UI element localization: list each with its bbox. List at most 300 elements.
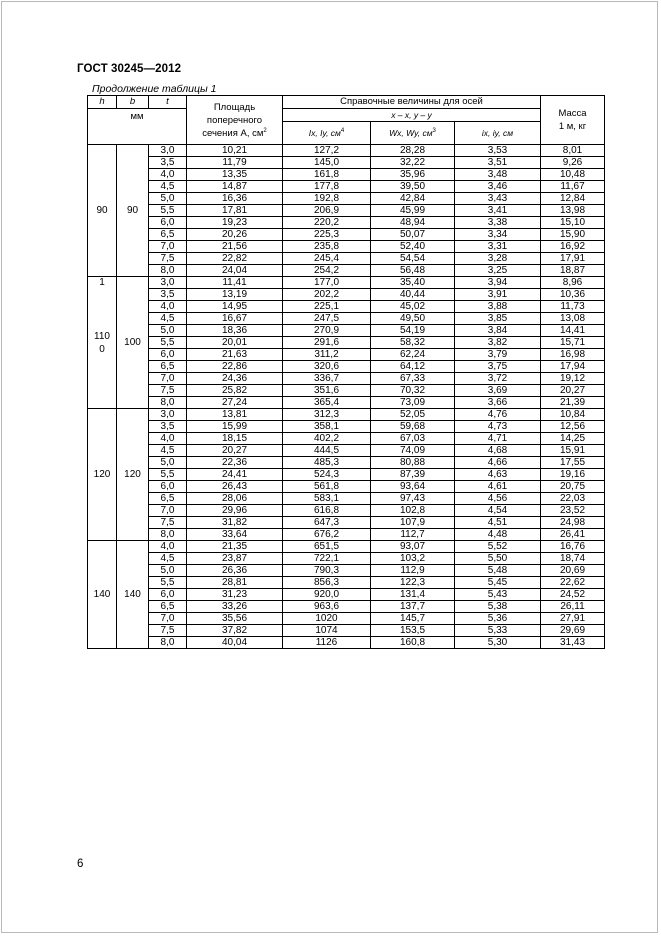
table-row <box>88 349 605 361</box>
modulus-cell: 74,09 <box>371 445 455 457</box>
modulus-cell: 97,43 <box>371 493 455 505</box>
area-cell: 13,81 <box>187 409 283 421</box>
group-h-cell <box>88 145 117 277</box>
table-row <box>88 217 605 229</box>
inertia-cell: 651,5 <box>283 541 371 553</box>
inertia-cell: 583,1 <box>283 493 371 505</box>
modulus-cell: 58,32 <box>371 337 455 349</box>
modulus-cell: 67,33 <box>371 373 455 385</box>
table-row <box>88 325 605 337</box>
table-row <box>88 289 605 301</box>
radius-cell: 5,48 <box>455 565 541 577</box>
group-h-value: 140 <box>93 588 111 600</box>
radius-cell: 3,25 <box>455 265 541 277</box>
area-cell: 28,81 <box>187 577 283 589</box>
moment-unit-exponent: 4 <box>340 127 345 134</box>
table-row <box>88 265 605 277</box>
area-cell: 10,21 <box>187 145 283 157</box>
table-row <box>88 493 605 505</box>
area-cell: 24,04 <box>187 265 283 277</box>
radius-cell: 3,84 <box>455 325 541 337</box>
mass-cell: 15,90 <box>541 229 605 241</box>
area-header <box>187 96 283 145</box>
area-cell: 20,01 <box>187 337 283 349</box>
table-row <box>88 541 605 553</box>
t-cell: 6,5 <box>149 601 187 613</box>
inertia-cell: 254,2 <box>283 265 371 277</box>
radius-cell: 3,94 <box>455 277 541 289</box>
profile-table <box>87 95 605 649</box>
radius-cell: 4,76 <box>455 409 541 421</box>
area-cell: 21,63 <box>187 349 283 361</box>
t-cell: 4,5 <box>149 313 187 325</box>
modulus-cell: 50,07 <box>371 229 455 241</box>
t-cell: 4,0 <box>149 541 187 553</box>
group-h-top: 1 <box>99 277 105 288</box>
radius-cell: 3,79 <box>455 349 541 361</box>
t-cell: 5,5 <box>149 337 187 349</box>
table-row <box>88 625 605 637</box>
mass-cell: 10,84 <box>541 409 605 421</box>
mass-cell: 10,36 <box>541 289 605 301</box>
area-cell: 25,82 <box>187 385 283 397</box>
radius-cell: 3,53 <box>455 145 541 157</box>
t-cell: 3,5 <box>149 421 187 433</box>
mass-cell: 22,62 <box>541 577 605 589</box>
mass-header <box>541 96 605 145</box>
area-header-line2: поперечного <box>206 114 263 126</box>
radius-cell: 3,91 <box>455 289 541 301</box>
radius-cell: 4,63 <box>455 469 541 481</box>
inertia-cell: 963,6 <box>283 601 371 613</box>
radius-cell: 3,85 <box>455 313 541 325</box>
area-cell: 11,41 <box>187 277 283 289</box>
modulus-cell: 62,24 <box>371 349 455 361</box>
inertia-cell: 127,2 <box>283 145 371 157</box>
group-b-cell: 120 <box>117 409 149 541</box>
area-cell: 16,67 <box>187 313 283 325</box>
radius-cell: 4,56 <box>455 493 541 505</box>
table-row <box>88 277 605 289</box>
t-cell: 5,5 <box>149 469 187 481</box>
table-row <box>88 457 605 469</box>
inertia-cell: 1020 <box>283 613 371 625</box>
area-cell: 14,95 <box>187 301 283 313</box>
area-cell: 22,36 <box>187 457 283 469</box>
modulus-cell: 42,84 <box>371 193 455 205</box>
header-row-2 <box>88 109 605 122</box>
mass-cell: 17,91 <box>541 253 605 265</box>
modulus-cell: 107,9 <box>371 517 455 529</box>
mass-cell: 16,98 <box>541 349 605 361</box>
t-cell: 5,0 <box>149 193 187 205</box>
modulus-cell: 40,44 <box>371 289 455 301</box>
modulus-cell: 67,03 <box>371 433 455 445</box>
inertia-cell: 561,8 <box>283 481 371 493</box>
axes-header: x – x, y – y <box>283 109 541 122</box>
t-cell: 7,5 <box>149 385 187 397</box>
area-cell: 17,81 <box>187 205 283 217</box>
inertia-cell: 920,0 <box>283 589 371 601</box>
col-h-header: h <box>88 96 117 109</box>
modulus-cell: 131,4 <box>371 589 455 601</box>
area-cell: 31,23 <box>187 589 283 601</box>
inertia-cell: 220,2 <box>283 217 371 229</box>
radius-cell: 3,82 <box>455 337 541 349</box>
radius-cell: 3,38 <box>455 217 541 229</box>
t-cell: 6,0 <box>149 217 187 229</box>
table-row <box>88 433 605 445</box>
t-cell: 7,0 <box>149 613 187 625</box>
inertia-cell: 336,7 <box>283 373 371 385</box>
group-h-cell <box>88 541 117 649</box>
inertia-cell: 206,9 <box>283 205 371 217</box>
t-cell: 5,0 <box>149 565 187 577</box>
inertia-cell: 358,1 <box>283 421 371 433</box>
modulus-cell: 59,68 <box>371 421 455 433</box>
mass-cell: 29,69 <box>541 625 605 637</box>
table-row <box>88 253 605 265</box>
area-cell: 33,26 <box>187 601 283 613</box>
modulus-cell: 39,50 <box>371 181 455 193</box>
area-cell: 26,43 <box>187 481 283 493</box>
area-cell: 21,35 <box>187 541 283 553</box>
area-unit-exponent: 2 <box>263 127 267 134</box>
section-modulus-label: Wx, Wy, см <box>389 127 433 138</box>
area-cell: 27,24 <box>187 397 283 409</box>
t-cell: 6,5 <box>149 493 187 505</box>
modulus-cell: 137,7 <box>371 601 455 613</box>
t-cell: 3,5 <box>149 289 187 301</box>
mass-cell: 14,41 <box>541 325 605 337</box>
mass-cell: 23,52 <box>541 505 605 517</box>
mass-cell: 20,69 <box>541 565 605 577</box>
t-cell: 3,0 <box>149 145 187 157</box>
mass-cell: 11,67 <box>541 181 605 193</box>
t-cell: 3,0 <box>149 409 187 421</box>
group-h-cell <box>88 409 117 541</box>
area-cell: 35,56 <box>187 613 283 625</box>
modulus-cell: 112,7 <box>371 529 455 541</box>
mass-cell: 13,98 <box>541 205 605 217</box>
modulus-cell: 93,64 <box>371 481 455 493</box>
area-cell: 20,26 <box>187 229 283 241</box>
t-cell: 5,5 <box>149 577 187 589</box>
t-cell: 7,0 <box>149 373 187 385</box>
modulus-cell: 32,22 <box>371 157 455 169</box>
inertia-cell: 235,8 <box>283 241 371 253</box>
radius-cell: 5,33 <box>455 625 541 637</box>
radius-cell: 3,66 <box>455 397 541 409</box>
table-row <box>88 229 605 241</box>
area-cell: 21,56 <box>187 241 283 253</box>
inertia-cell: 245,4 <box>283 253 371 265</box>
mass-cell: 16,76 <box>541 541 605 553</box>
group-b-cell: 100 <box>117 277 149 409</box>
radius-cell: 5,50 <box>455 553 541 565</box>
area-cell: 19,23 <box>187 217 283 229</box>
table-row <box>88 505 605 517</box>
moment-of-inertia-header <box>283 122 371 145</box>
area-cell: 22,82 <box>187 253 283 265</box>
t-cell: 6,0 <box>149 349 187 361</box>
modulus-cell: 160,8 <box>371 637 455 649</box>
table-row <box>88 301 605 313</box>
table-row <box>88 469 605 481</box>
mass-cell: 19,16 <box>541 469 605 481</box>
col-t-header: t <box>149 96 187 109</box>
mass-cell: 26,11 <box>541 601 605 613</box>
mass-cell: 19,12 <box>541 373 605 385</box>
radius-cell: 4,71 <box>455 433 541 445</box>
inertia-cell: 524,3 <box>283 469 371 481</box>
group-b-cell: 90 <box>117 145 149 277</box>
table-row <box>88 313 605 325</box>
table-row <box>88 157 605 169</box>
mass-cell: 17,55 <box>541 457 605 469</box>
area-cell: 40,04 <box>187 637 283 649</box>
modulus-cell: 102,8 <box>371 505 455 517</box>
mass-header-line2: 1 м, кг <box>558 121 587 132</box>
inertia-cell: 225,1 <box>283 301 371 313</box>
inertia-cell: 647,3 <box>283 517 371 529</box>
table-row <box>88 421 605 433</box>
area-cell: 33,64 <box>187 529 283 541</box>
table-row <box>88 637 605 649</box>
area-cell: 13,19 <box>187 289 283 301</box>
area-cell: 11,79 <box>187 157 283 169</box>
header-row-1 <box>88 96 605 109</box>
group-h-value: 90 <box>96 204 108 216</box>
radius-cell: 4,61 <box>455 481 541 493</box>
modulus-cell: 35,96 <box>371 169 455 181</box>
area-header-line3: сечения A, см <box>202 127 264 139</box>
t-cell: 4,0 <box>149 433 187 445</box>
modulus-cell: 52,05 <box>371 409 455 421</box>
radius-cell: 5,43 <box>455 589 541 601</box>
radius-cell: 3,75 <box>455 361 541 373</box>
group-h-cell <box>88 277 117 409</box>
radius-cell: 4,51 <box>455 517 541 529</box>
inertia-cell: 485,3 <box>283 457 371 469</box>
inertia-cell: 270,9 <box>283 325 371 337</box>
table-row <box>88 193 605 205</box>
units-header <box>88 109 187 145</box>
area-cell: 24,41 <box>187 469 283 481</box>
inertia-cell: 320,6 <box>283 361 371 373</box>
t-cell: 4,5 <box>149 181 187 193</box>
t-cell: 6,0 <box>149 481 187 493</box>
table-row <box>88 145 605 157</box>
inertia-cell: 402,2 <box>283 433 371 445</box>
mass-cell: 12,56 <box>541 421 605 433</box>
area-cell: 15,99 <box>187 421 283 433</box>
area-cell: 23,87 <box>187 553 283 565</box>
mass-cell: 31,43 <box>541 637 605 649</box>
mass-cell: 15,91 <box>541 445 605 457</box>
inertia-cell: 676,2 <box>283 529 371 541</box>
modulus-cell: 28,28 <box>371 145 455 157</box>
mass-cell: 26,41 <box>541 529 605 541</box>
t-cell: 6,5 <box>149 229 187 241</box>
inertia-cell: 247,5 <box>283 313 371 325</box>
t-cell: 6,0 <box>149 589 187 601</box>
mass-cell: 10,48 <box>541 169 605 181</box>
radius-cell: 3,41 <box>455 205 541 217</box>
inertia-cell: 365,4 <box>283 397 371 409</box>
group-h-value: 110 0 <box>94 330 110 355</box>
radius-cell: 3,69 <box>455 385 541 397</box>
modulus-cell: 122,3 <box>371 577 455 589</box>
area-cell: 13,35 <box>187 169 283 181</box>
table-row <box>88 589 605 601</box>
table-row <box>88 169 605 181</box>
t-cell: 8,0 <box>149 529 187 541</box>
inertia-cell: 311,2 <box>283 349 371 361</box>
radius-cell: 3,88 <box>455 301 541 313</box>
modulus-cell: 56,48 <box>371 265 455 277</box>
area-cell: 16,36 <box>187 193 283 205</box>
mass-cell: 22,03 <box>541 493 605 505</box>
table-row <box>88 613 605 625</box>
radius-cell: 4,48 <box>455 529 541 541</box>
area-cell: 20,27 <box>187 445 283 457</box>
modulus-cell: 45,99 <box>371 205 455 217</box>
inertia-cell: 1126 <box>283 637 371 649</box>
mass-cell: 17,94 <box>541 361 605 373</box>
t-cell: 7,5 <box>149 253 187 265</box>
radius-cell: 3,46 <box>455 181 541 193</box>
radius-of-gyration-label: ix, iy, см <box>481 127 514 138</box>
mass-cell: 13,08 <box>541 313 605 325</box>
modulus-cell: 145,7 <box>371 613 455 625</box>
radius-cell: 5,38 <box>455 601 541 613</box>
mass-cell: 20,27 <box>541 385 605 397</box>
radius-cell: 4,66 <box>455 457 541 469</box>
mass-cell: 9,26 <box>541 157 605 169</box>
inertia-cell: 722,1 <box>283 553 371 565</box>
modulus-cell: 48,94 <box>371 217 455 229</box>
modulus-cell: 54,19 <box>371 325 455 337</box>
modulus-cell: 49,50 <box>371 313 455 325</box>
table-row <box>88 397 605 409</box>
radius-cell: 3,48 <box>455 169 541 181</box>
radius-cell: 3,51 <box>455 157 541 169</box>
t-cell: 7,0 <box>149 241 187 253</box>
area-cell: 31,82 <box>187 517 283 529</box>
mass-header-line1: Масса <box>558 108 587 119</box>
modulus-cell: 153,5 <box>371 625 455 637</box>
t-cell: 8,0 <box>149 265 187 277</box>
mass-cell: 14,25 <box>541 433 605 445</box>
t-cell: 4,5 <box>149 445 187 457</box>
modulus-cell: 35,40 <box>371 277 455 289</box>
inertia-cell: 616,8 <box>283 505 371 517</box>
radius-cell: 3,31 <box>455 241 541 253</box>
moment-of-inertia-label: Ix, Iy, см <box>308 127 341 138</box>
t-cell: 4,0 <box>149 301 187 313</box>
table-row <box>88 445 605 457</box>
area-cell: 24,36 <box>187 373 283 385</box>
t-cell: 8,0 <box>149 397 187 409</box>
t-cell: 5,0 <box>149 325 187 337</box>
table-row <box>88 481 605 493</box>
table-continuation-caption: Продолжение таблицы 1 <box>92 83 217 95</box>
inertia-cell: 161,8 <box>283 169 371 181</box>
inertia-cell: 177,0 <box>283 277 371 289</box>
area-cell: 26,36 <box>187 565 283 577</box>
t-cell: 3,0 <box>149 277 187 289</box>
mass-cell: 11,73 <box>541 301 605 313</box>
t-cell: 7,5 <box>149 625 187 637</box>
radius-cell: 3,28 <box>455 253 541 265</box>
group-h-value: 120 <box>93 468 111 480</box>
area-cell: 14,87 <box>187 181 283 193</box>
units-label: мм <box>130 111 144 122</box>
table-row <box>88 517 605 529</box>
t-cell: 4,0 <box>149 169 187 181</box>
modulus-cell: 80,88 <box>371 457 455 469</box>
radius-cell: 4,73 <box>455 421 541 433</box>
table-row <box>88 601 605 613</box>
inertia-cell: 351,6 <box>283 385 371 397</box>
table-row <box>88 565 605 577</box>
t-cell: 5,0 <box>149 457 187 469</box>
inertia-cell: 177,8 <box>283 181 371 193</box>
inertia-cell: 192,8 <box>283 193 371 205</box>
inertia-cell: 444,5 <box>283 445 371 457</box>
table-row <box>88 337 605 349</box>
mass-cell: 15,71 <box>541 337 605 349</box>
mass-cell: 8,01 <box>541 145 605 157</box>
radius-cell: 5,36 <box>455 613 541 625</box>
modulus-cell: 73,09 <box>371 397 455 409</box>
col-b-header: b <box>117 96 149 109</box>
reference-values-header: Справочные величины для осей <box>283 96 541 109</box>
modulus-unit-exponent: 3 <box>432 127 436 134</box>
table-row <box>88 361 605 373</box>
inertia-cell: 145,0 <box>283 157 371 169</box>
inertia-cell: 790,3 <box>283 565 371 577</box>
table-row <box>88 577 605 589</box>
mass-cell: 18,74 <box>541 553 605 565</box>
modulus-cell: 93,07 <box>371 541 455 553</box>
radius-cell: 5,45 <box>455 577 541 589</box>
table-row <box>88 409 605 421</box>
table-row <box>88 181 605 193</box>
t-cell: 3,5 <box>149 157 187 169</box>
mass-cell: 18,87 <box>541 265 605 277</box>
inertia-cell: 1074 <box>283 625 371 637</box>
modulus-cell: 70,32 <box>371 385 455 397</box>
inertia-cell: 225,3 <box>283 229 371 241</box>
radius-of-gyration-header <box>455 122 541 145</box>
mass-cell: 20,75 <box>541 481 605 493</box>
modulus-cell: 45,02 <box>371 301 455 313</box>
area-cell: 18,15 <box>187 433 283 445</box>
radius-cell: 3,72 <box>455 373 541 385</box>
modulus-cell: 54,54 <box>371 253 455 265</box>
modulus-cell: 103,2 <box>371 553 455 565</box>
mass-cell: 27,91 <box>541 613 605 625</box>
mass-cell: 24,98 <box>541 517 605 529</box>
radius-cell: 3,34 <box>455 229 541 241</box>
section-modulus-header <box>371 122 455 145</box>
area-cell: 22,86 <box>187 361 283 373</box>
area-cell: 28,06 <box>187 493 283 505</box>
inertia-cell: 291,6 <box>283 337 371 349</box>
table-row <box>88 205 605 217</box>
